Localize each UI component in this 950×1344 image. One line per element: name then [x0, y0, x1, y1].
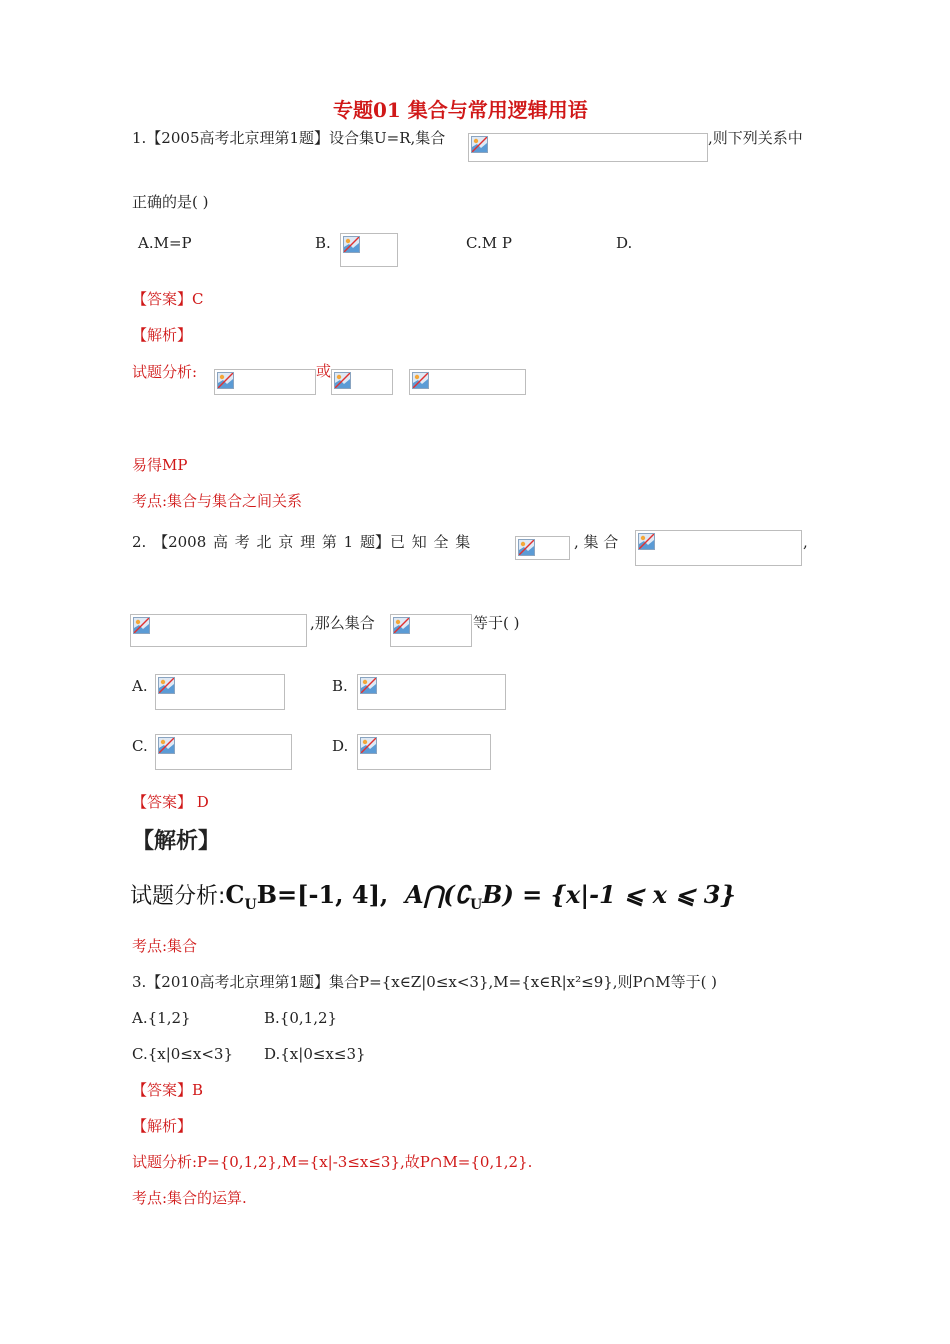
formula-image [130, 614, 307, 647]
q2-answer: 【答案】 D [132, 793, 209, 811]
formula-intersection: A⋂(∁ [405, 880, 470, 909]
q3-answer: 【答案】B [132, 1081, 204, 1099]
q1-stem-end: 正确的是( ) [132, 193, 209, 211]
q3-option-c: C.{x|0≤x<3} [132, 1045, 233, 1063]
formula-image [515, 536, 570, 560]
q2-option-b: B. [332, 677, 348, 695]
q1-or: 或 [316, 362, 332, 380]
broken-image-icon [471, 136, 488, 153]
formula-image [409, 369, 526, 395]
formula-interval: B=[-1, 4], [256, 880, 389, 909]
broken-image-icon [393, 617, 410, 634]
formula-image [390, 614, 472, 647]
broken-image-icon [158, 677, 175, 694]
broken-image-icon [343, 236, 360, 253]
formula-image [357, 734, 491, 770]
formula-complement: C [225, 880, 245, 909]
formula-subscript: U [244, 896, 257, 913]
q2-option-d: D. [332, 737, 349, 755]
formula-image [155, 734, 292, 770]
formula-image [214, 369, 316, 395]
broken-image-icon [638, 533, 655, 550]
broken-image-icon [518, 539, 535, 556]
formula-result: B) = {x|-1 ⩽ x ⩽ 3} [482, 880, 736, 909]
page-title: 专题01 集合与常用逻辑用语 [333, 98, 588, 122]
q1-option-a: A.M=P [138, 234, 192, 252]
broken-image-icon [412, 372, 429, 389]
formula-label: 试题分析: [130, 884, 226, 909]
broken-image-icon [360, 677, 377, 694]
broken-image-icon [217, 372, 234, 389]
q1-option-c: C.M P [466, 234, 512, 252]
q3-analysis-heading: 【解析】 [132, 1117, 193, 1135]
q3-stem: 3.【2010高考北京理第1题】集合P={x∈Z|0≤x<3},M={x∈R|x²≤9},则P∩M等于( ) [132, 973, 718, 991]
q1-answer: 【答案】C [132, 290, 204, 308]
formula-subscript-2: U [469, 896, 483, 913]
q2-analysis-formula [130, 879, 736, 913]
q3-point: 考点:集合的运算. [132, 1189, 247, 1207]
q3-analysis-text: 试题分析:P={0,1,2},M={x|-3≤x≤3},故P∩M={0,1,2}. [132, 1153, 533, 1171]
q3-option-d: D.{x|0≤x≤3} [264, 1045, 366, 1063]
q1-stem: 1.【2005高考北京理第1题】设合集U=R,集合 [132, 129, 446, 147]
q1-option-d: D. [616, 234, 633, 252]
formula-image [468, 133, 708, 162]
q2-point: 考点:集合 [132, 937, 198, 955]
formula-image [340, 233, 398, 267]
q1-result: 易得MP [132, 456, 188, 474]
q2-stem-cont: , 集 合 [574, 533, 619, 551]
q3-option-b: B.{0,1,2} [264, 1009, 338, 1027]
q1-stem-cont: ,则下列关系中 [708, 129, 803, 147]
formula-image [331, 369, 393, 395]
q2-stem-then: ,那么集合 [310, 614, 375, 632]
q2-stem: 2. 【2008 高 考 北 京 理 第 1 题】已 知 全 集 [132, 533, 471, 551]
q1-point: 考点:集合与集合之间关系 [132, 492, 303, 510]
q2-stem-comma: , [803, 533, 808, 551]
q1-analysis-text: 试题分析: [132, 363, 198, 381]
broken-image-icon [133, 617, 150, 634]
q1-analysis-heading: 【解析】 [132, 326, 193, 344]
formula-image [155, 674, 285, 710]
formula-image [635, 530, 802, 566]
q3-option-a: A.{1,2} [132, 1009, 191, 1027]
q2-stem-end: 等于( ) [473, 614, 520, 632]
broken-image-icon [334, 372, 351, 389]
broken-image-icon [158, 737, 175, 754]
q2-analysis-heading: 【解析】 [132, 828, 221, 854]
formula-image [357, 674, 506, 710]
q2-option-a: A. [132, 677, 148, 695]
q1-option-b: B. [315, 234, 331, 252]
broken-image-icon [360, 737, 377, 754]
q2-option-c: C. [132, 737, 148, 755]
